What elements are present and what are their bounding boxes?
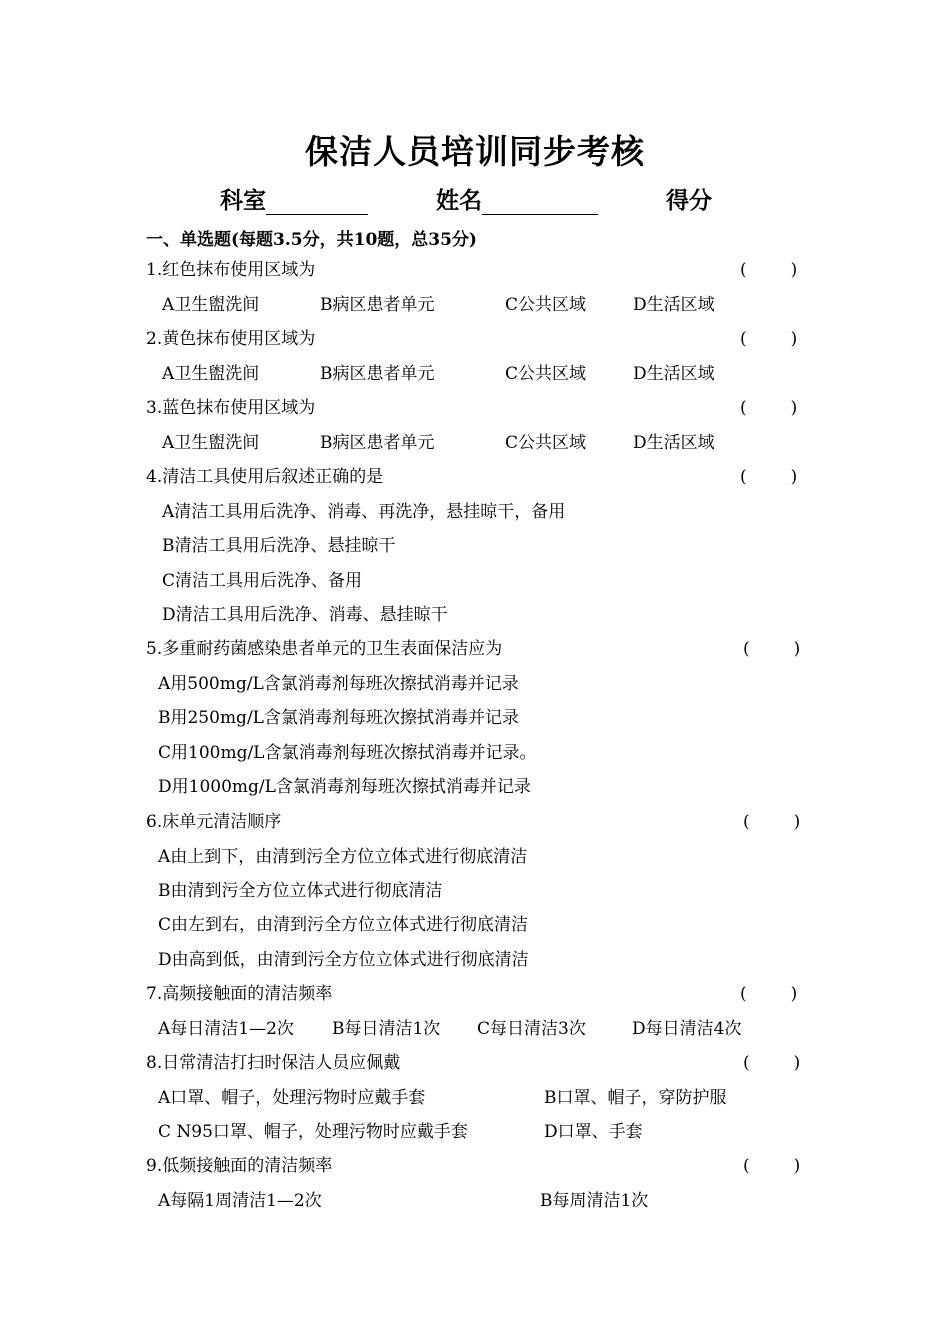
question-stem: 4.清洁工具使用后叙述正确的是 [146,467,384,487]
option: C由左到右，由清到污全方位立体式进行彻底清洁 [158,915,529,935]
answer-bracket[interactable]: ( ) [743,1053,801,1073]
option: B每周清洁1次 [540,1191,649,1211]
question-stem: 5.多重耐药菌感染患者单元的卫生表面保洁应为 [146,639,503,659]
option: D生活区域 [633,295,715,315]
option: D用1000mg/L含氯消毒剂每班次擦拭消毒并记录 [158,777,531,797]
option: A卫生盥洗间 [162,295,260,315]
answer-bracket[interactable]: ( ) [743,812,801,832]
option: C公共区域 [505,433,587,453]
option: C清洁工具用后洗净、备用 [162,571,363,591]
option: A卫生盥洗间 [162,433,260,453]
option: D清洁工具用后洗净、消毒、悬挂晾干 [162,605,448,625]
option: D口罩、手套 [544,1122,643,1142]
question-stem: 9.低频接触面的清洁频率 [146,1156,333,1176]
option: B用250mg/L含氯消毒剂每班次擦拭消毒并记录 [158,708,519,728]
question-stem: 6.床单元清洁顺序 [146,812,282,832]
answer-bracket[interactable]: ( ) [743,639,801,659]
option: D由高到低，由清到污全方位立体式进行彻底清洁 [158,950,529,970]
name-blank[interactable] [482,190,598,215]
option: D生活区域 [633,364,715,384]
option: C公共区域 [505,364,587,384]
answer-bracket[interactable]: ( ) [740,984,798,1004]
answer-bracket[interactable]: ( ) [740,398,798,418]
answer-bracket[interactable]: ( ) [743,1156,801,1176]
name-label: 姓名 [436,187,482,214]
option: A清洁工具用后洗净、消毒、再洗净，悬挂晾干，备用 [162,502,566,522]
option: B每日清洁1次 [332,1019,441,1039]
answer-bracket[interactable]: ( ) [740,467,798,487]
question-stem: 1.红色抹布使用区域为 [146,260,316,280]
section-heading: 一、单选题(每题3.5分，共10题，总35分) [146,230,477,250]
question-stem: 3.蓝色抹布使用区域为 [146,398,316,418]
option: C用100mg/L含氯消毒剂每班次擦拭消毒并记录。 [158,743,537,763]
department-blank[interactable] [266,190,368,215]
option: C每日清洁3次 [477,1019,586,1039]
score-field [666,182,712,215]
option: A用500mg/L含氯消毒剂每班次擦拭消毒并记录 [158,674,519,694]
name-field [436,182,598,215]
answer-bracket[interactable]: ( ) [740,329,798,349]
option: B病区患者单元 [320,364,435,384]
option: B清洁工具用后洗净、悬挂晾干 [162,536,396,556]
option: B病区患者单元 [320,433,435,453]
department-field [220,182,368,215]
score-label: 得分 [666,187,712,214]
option: B病区患者单元 [320,295,435,315]
answer-bracket[interactable]: ( ) [740,260,798,280]
option: A由上到下，由清到污全方位立体式进行彻底清洁 [158,847,528,867]
option: C公共区域 [505,295,587,315]
option: C N95口罩、帽子，处理污物时应戴手套 [158,1122,468,1142]
option: A口罩、帽子，处理污物时应戴手套 [158,1088,426,1108]
option: D每日清洁4次 [632,1019,742,1039]
option: A每隔1周清洁1—2次 [158,1191,322,1211]
option: D生活区域 [633,433,715,453]
page-title: 保洁人员培训同步考核 [305,132,645,171]
option: B口罩、帽子，穿防护服 [544,1088,727,1108]
option: A每日清洁1—2次 [158,1019,294,1039]
option: A卫生盥洗间 [162,364,260,384]
option: B由清到污全方位立体式进行彻底清洁 [158,881,443,901]
question-stem: 8.日常清洁打扫时保洁人员应佩戴 [146,1053,401,1073]
department-label: 科室 [220,187,266,214]
question-stem: 2.黄色抹布使用区域为 [146,329,316,349]
question-stem: 7.高频接触面的清洁频率 [146,984,333,1004]
